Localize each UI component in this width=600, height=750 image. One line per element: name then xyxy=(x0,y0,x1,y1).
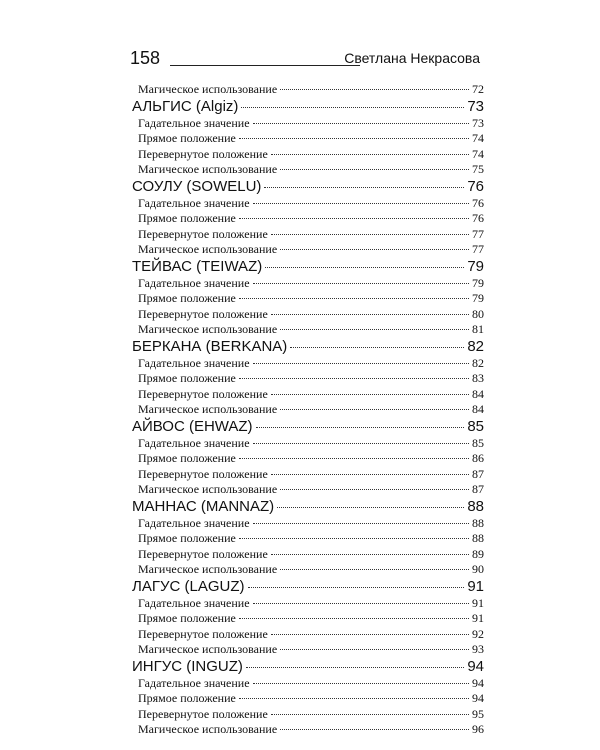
toc-entry-title: БЕРКАНА (BERKANA) xyxy=(132,337,288,355)
toc-entry-title: Магическое использование xyxy=(138,642,278,656)
toc-entry-title: Прямое положение xyxy=(138,131,236,145)
toc-entry-page: 91 xyxy=(472,595,484,610)
toc-entry-page: 87 xyxy=(472,466,484,481)
toc-entry-title: Магическое использование xyxy=(138,82,278,96)
toc-entry-title: Перевернутое положение xyxy=(138,546,268,561)
toc-subentry xyxy=(132,162,484,178)
toc-subentry xyxy=(132,531,484,547)
toc-entry-page: 94 xyxy=(472,691,484,705)
toc-subentry xyxy=(132,116,484,132)
dot-leader xyxy=(253,443,469,444)
dot-leader xyxy=(271,714,469,715)
toc-entry-page: 72 xyxy=(472,82,484,96)
dot-leader xyxy=(280,489,469,490)
toc-subentry xyxy=(132,131,484,147)
page-header xyxy=(130,48,480,72)
toc-subentry xyxy=(132,707,484,723)
toc-entry-page: 79 xyxy=(472,275,484,290)
toc-subentry xyxy=(132,276,484,292)
toc-entry-title: Перевернутое положение xyxy=(138,226,268,241)
dot-leader xyxy=(239,618,469,619)
toc-entry-page: 76 xyxy=(472,211,484,225)
toc-entry-title: Перевернутое положение xyxy=(138,386,268,401)
dot-leader xyxy=(256,427,465,428)
toc-entry-title: Перевернутое положение xyxy=(138,466,268,481)
running-head: Светлана Некрасова xyxy=(344,50,480,66)
toc-entry-title: ИНГУС (INGUZ) xyxy=(132,657,243,675)
dot-leader xyxy=(246,667,464,668)
toc-entry-title: Прямое положение xyxy=(138,371,236,385)
page-number: 158 xyxy=(130,48,161,68)
toc-entry-title: Магическое использование xyxy=(138,402,278,416)
toc-section-entry xyxy=(132,578,484,596)
toc-entry-page: 95 xyxy=(472,706,484,721)
toc-entry-title: АЙВОС (EHWAZ) xyxy=(132,417,253,435)
dot-leader xyxy=(271,634,469,635)
toc-entry-title: СОУЛУ (SOWELU) xyxy=(132,177,262,195)
dot-leader xyxy=(280,649,469,650)
toc-subentry xyxy=(132,371,484,387)
toc-entry-title: Гадательное значение xyxy=(138,515,250,530)
toc-subentry xyxy=(132,482,484,498)
toc-section-entry xyxy=(132,338,484,356)
dot-leader xyxy=(253,123,469,124)
toc-entry-page: 79 xyxy=(467,257,484,275)
toc-entry-page: 79 xyxy=(472,291,484,305)
toc-entry-page: 91 xyxy=(467,577,484,595)
toc-entry-title: Прямое положение xyxy=(138,291,236,305)
header-rule xyxy=(170,65,360,66)
toc-entry-page: 82 xyxy=(472,355,484,370)
toc-entry-page: 81 xyxy=(472,322,484,336)
dot-leader xyxy=(239,298,469,299)
toc-entry-title: Гадательное значение xyxy=(138,275,250,290)
toc-entry-title: Гадательное значение xyxy=(138,195,250,210)
dot-leader xyxy=(271,154,469,155)
toc-entry-page: 85 xyxy=(472,435,484,450)
toc-subentry xyxy=(132,402,484,418)
dot-leader xyxy=(239,698,469,699)
table-of-contents xyxy=(132,82,484,738)
dot-leader xyxy=(280,329,469,330)
toc-entry-title: Магическое использование xyxy=(138,482,278,496)
dot-leader xyxy=(290,347,464,348)
toc-entry-page: 83 xyxy=(472,371,484,385)
toc-section-entry xyxy=(132,258,484,276)
toc-section-entry xyxy=(132,418,484,436)
toc-entry-title: АЛЬГИС (Algiz) xyxy=(132,97,239,115)
toc-entry-page: 76 xyxy=(467,177,484,195)
toc-subentry xyxy=(132,227,484,243)
toc-entry-page: 77 xyxy=(472,226,484,241)
dot-leader xyxy=(248,587,465,588)
toc-entry-page: 92 xyxy=(472,626,484,641)
toc-subentry xyxy=(132,356,484,372)
toc-entry-page: 91 xyxy=(472,611,484,625)
toc-entry-page: 87 xyxy=(472,482,484,496)
dot-leader xyxy=(239,218,469,219)
toc-subentry xyxy=(132,307,484,323)
toc-entry-page: 80 xyxy=(472,306,484,321)
toc-subentry xyxy=(132,676,484,692)
dot-leader xyxy=(253,683,469,684)
toc-subentry xyxy=(132,562,484,578)
toc-entry-title: Прямое положение xyxy=(138,611,236,625)
dot-leader xyxy=(253,283,469,284)
toc-section-entry xyxy=(132,498,484,516)
toc-entry-page: 74 xyxy=(472,131,484,145)
toc-section-entry xyxy=(132,178,484,196)
dot-leader xyxy=(277,507,464,508)
dot-leader xyxy=(253,203,469,204)
toc-entry-title: Перевернутое положение xyxy=(138,146,268,161)
toc-subentry xyxy=(132,627,484,643)
dot-leader xyxy=(280,249,469,250)
toc-subentry xyxy=(132,196,484,212)
toc-entry-page: 94 xyxy=(472,675,484,690)
toc-subentry xyxy=(132,611,484,627)
dot-leader xyxy=(253,603,469,604)
dot-leader xyxy=(271,234,469,235)
toc-entry-title: Магическое использование xyxy=(138,162,278,176)
toc-subentry xyxy=(132,322,484,338)
toc-entry-title: Гадательное значение xyxy=(138,595,250,610)
toc-entry-title: Перевернутое положение xyxy=(138,306,268,321)
dot-leader xyxy=(239,138,469,139)
dot-leader xyxy=(265,267,464,268)
toc-entry-title: Перевернутое положение xyxy=(138,706,268,721)
toc-entry-title: МАННАС (MANNAZ) xyxy=(132,497,275,515)
toc-entry-title: Перевернутое положение xyxy=(138,626,268,641)
toc-subentry xyxy=(132,291,484,307)
toc-section-entry xyxy=(132,658,484,676)
toc-section-entry xyxy=(132,98,484,116)
toc-subentry xyxy=(132,467,484,483)
dot-leader xyxy=(239,538,469,539)
toc-subentry xyxy=(132,691,484,707)
toc-subentry xyxy=(132,516,484,532)
toc-entry-page: 74 xyxy=(472,146,484,161)
toc-subentry xyxy=(132,596,484,612)
toc-entry-page: 75 xyxy=(472,162,484,176)
toc-entry-title: ТЕЙВАС (TEIWAZ) xyxy=(132,257,263,275)
dot-leader xyxy=(253,523,469,524)
dot-leader xyxy=(271,314,469,315)
toc-entry-page: 73 xyxy=(472,115,484,130)
toc-entry-title: Прямое положение xyxy=(138,451,236,465)
toc-entry-title: ЛАГУС (LAGUZ) xyxy=(132,577,245,595)
toc-entry-title: Прямое положение xyxy=(138,211,236,225)
toc-entry-page: 93 xyxy=(472,642,484,656)
dot-leader xyxy=(271,474,469,475)
toc-entry-page: 94 xyxy=(467,657,484,675)
toc-entry-page: 89 xyxy=(472,546,484,561)
toc-entry-page: 77 xyxy=(472,242,484,256)
dot-leader xyxy=(241,107,464,108)
dot-leader xyxy=(264,187,464,188)
dot-leader xyxy=(239,458,469,459)
dot-leader xyxy=(271,554,469,555)
toc-entry-title: Магическое использование xyxy=(138,722,278,736)
toc-entry-page: 86 xyxy=(472,451,484,465)
toc-subentry xyxy=(132,722,484,738)
toc-entry-page: 84 xyxy=(472,386,484,401)
toc-subentry xyxy=(132,147,484,163)
toc-subentry xyxy=(132,242,484,258)
dot-leader xyxy=(253,363,469,364)
dot-leader xyxy=(280,569,469,570)
toc-subentry xyxy=(132,642,484,658)
toc-subentry xyxy=(132,211,484,227)
toc-entry-page: 76 xyxy=(472,195,484,210)
toc-entry-title: Прямое положение xyxy=(138,531,236,545)
toc-subentry xyxy=(132,436,484,452)
toc-entry-title: Магическое использование xyxy=(138,562,278,576)
toc-subentry xyxy=(132,451,484,467)
toc-entry-page: 88 xyxy=(472,515,484,530)
toc-entry-page: 88 xyxy=(467,497,484,515)
dot-leader xyxy=(280,409,469,410)
dot-leader xyxy=(280,89,469,90)
dot-leader xyxy=(239,378,469,379)
toc-entry-title: Гадательное значение xyxy=(138,355,250,370)
toc-subentry xyxy=(132,547,484,563)
toc-entry-page: 82 xyxy=(467,337,484,355)
toc-entry-page: 90 xyxy=(472,562,484,576)
toc-entry-title: Гадательное значение xyxy=(138,115,250,130)
toc-entry-title: Магическое использование xyxy=(138,242,278,256)
toc-entry-title: Прямое положение xyxy=(138,691,236,705)
toc-entry-page: 96 xyxy=(472,722,484,736)
dot-leader xyxy=(271,394,469,395)
dot-leader xyxy=(280,169,469,170)
toc-entry-page: 73 xyxy=(467,97,484,115)
toc-entry-page: 84 xyxy=(472,402,484,416)
toc-entry-page: 85 xyxy=(467,417,484,435)
toc-subentry xyxy=(132,82,484,98)
dot-leader xyxy=(280,729,469,730)
toc-entry-title: Магическое использование xyxy=(138,322,278,336)
toc-entry-title: Гадательное значение xyxy=(138,435,250,450)
toc-subentry xyxy=(132,387,484,403)
toc-entry-page: 88 xyxy=(472,531,484,545)
toc-entry-title: Гадательное значение xyxy=(138,675,250,690)
